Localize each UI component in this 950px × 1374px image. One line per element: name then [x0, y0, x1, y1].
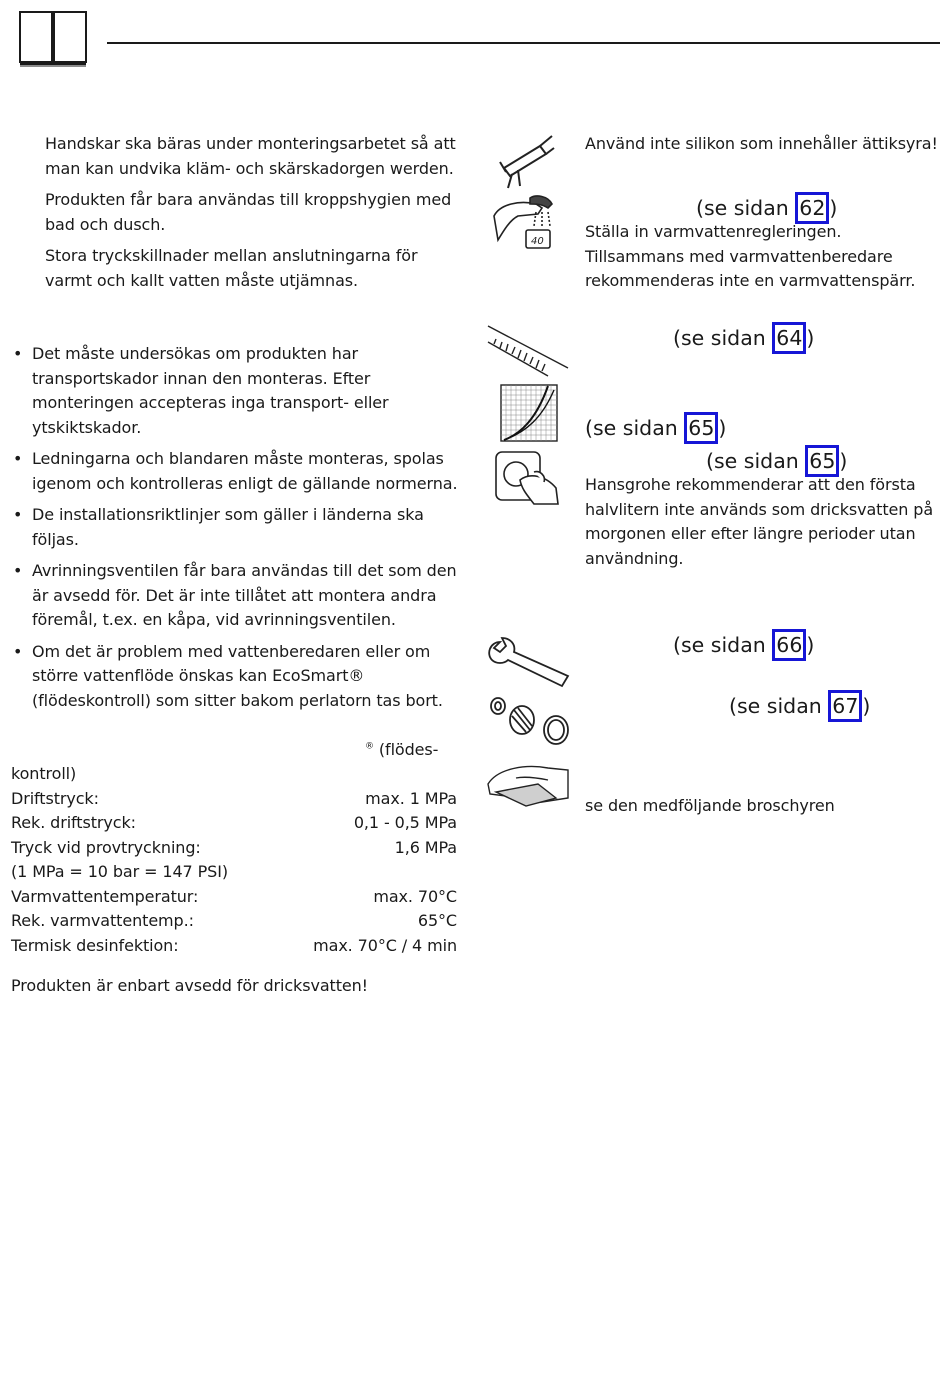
ref-prefix: (se sidan	[706, 449, 806, 473]
spec-row	[11, 787, 457, 812]
spec-fragment-cont: kontroll)	[11, 764, 77, 783]
spec-row	[11, 934, 457, 959]
safety-paragraph: Produkten får bara användas till kroppshygien med bad och dusch.	[45, 190, 452, 234]
spec-label: (1 MPa = 10 bar = 147 PSI)	[11, 862, 228, 881]
safety-section	[45, 132, 465, 300]
adjust-text: Ställa in varmvattenregleringen. Tillsammans med varmvattenberedare rekommenderas inte en varmvattenspärr.	[585, 222, 916, 290]
page-link-62[interactable]: 62	[795, 192, 829, 224]
hansgrohe-text: Hansgrohe rekommenderar att den första halvlitern inte används som dricksvatten på morgonen eller efter längre perioder utan användning.	[585, 475, 934, 568]
page-link-66[interactable]: 66	[772, 629, 806, 661]
page-link-67[interactable]: 67	[828, 690, 862, 722]
spec-row	[11, 811, 457, 836]
ref-prefix: (se sidan	[696, 196, 796, 220]
spec-value: max. 70°C / 4 min	[313, 935, 457, 955]
header-rule	[107, 42, 940, 44]
thermo-label: 40	[531, 236, 544, 247]
spec-row	[11, 836, 457, 861]
spec-label: Rek. varmvattentemp.:	[11, 911, 194, 930]
ref-suffix: )	[718, 416, 727, 440]
page-link-65b[interactable]: 65	[805, 445, 839, 477]
spec-label: Tryck vid provtryckning:	[11, 837, 201, 857]
handle-operation-icon	[494, 450, 562, 506]
install-bullet: • De installationsriktlinjer som gäller i länderna ska följas.	[11, 503, 466, 552]
ref-prefix: (se sidan	[729, 694, 829, 718]
drinking-water-note: Produkten är enbart avsedd för dricksvatten!	[11, 976, 368, 995]
ref-prefix: (se sidan	[673, 326, 773, 350]
page-ref	[673, 629, 814, 661]
silicone-note: Använd inte silikon som innehåller ättiksyra!	[585, 134, 938, 153]
spec-label: Rek. driftstryck:	[11, 813, 136, 832]
thermostat-hand-icon	[490, 190, 558, 254]
safety-paragraph: Stora tryckskillnader mellan anslutningarna för varmt och kallt vatten måste utjämnas.	[45, 246, 418, 290]
install-section	[11, 342, 466, 720]
page-link-64[interactable]: 64	[772, 322, 806, 354]
brochure-text: se den medföljande broschyren	[585, 796, 835, 815]
spec-label: Termisk desinfektion:	[11, 935, 179, 955]
ref-prefix: (se sidan	[673, 633, 773, 657]
page-ref	[673, 322, 814, 354]
spec-fragment	[365, 738, 438, 763]
ref-suffix: )	[829, 196, 838, 220]
page-ref	[585, 412, 726, 444]
cleaning-hand-icon	[486, 758, 570, 812]
install-bullet: • Det måste undersökas om produkten har transportskador innan den monteras. Efter monteringen accepteras inga transport- eller ytskiktskador.	[11, 342, 466, 440]
open-book-icon	[18, 10, 88, 68]
spec-value: 0,1 - 0,5 MPa	[353, 813, 457, 832]
spec-value: max. 70°C	[373, 886, 457, 906]
spec-row	[11, 860, 457, 885]
spec-table	[11, 762, 457, 958]
install-bullet: • Avrinningsventilen får bara användas till det som den är avsedd för. Det är inte tillåtet att montera andra föremål, t.ex. en kåpa, vid avrinningsventilen.	[11, 559, 466, 633]
wrench-icon	[486, 632, 570, 688]
spec-value: 1,6 MPa	[394, 837, 457, 857]
page-link-65[interactable]: 65	[684, 412, 718, 444]
aerator-parts-icon	[488, 692, 572, 748]
page-ref	[729, 690, 870, 722]
silicone-gun-icon	[496, 132, 558, 190]
ref-suffix: )	[806, 633, 815, 657]
ref-suffix: )	[806, 326, 815, 350]
spec-label: Driftstryck:	[11, 788, 99, 808]
spec-row	[11, 885, 457, 910]
flow-diagram-icon	[500, 384, 558, 442]
spec-fragment-text: (flödes-	[378, 740, 439, 759]
registered-mark: ®	[365, 741, 374, 752]
spec-row	[11, 909, 457, 934]
install-bullet: • Ledningarna och blandaren måste monteras, spolas igenom och kontrolleras enligt de gällande normerna.	[11, 447, 466, 496]
dimension-scale-icon	[486, 322, 570, 380]
ref-suffix: )	[839, 449, 848, 473]
ref-suffix: )	[862, 694, 871, 718]
ref-prefix: (se sidan	[585, 416, 685, 440]
safety-paragraph: Handskar ska bäras under monteringsarbetet så att man kan undvika kläm- och skärskadorgen werden.	[45, 134, 456, 178]
install-bullet: • Om det är problem med vattenberedaren eller om större vattenflöde önskas kan EcoSmart® (flödeskontroll) som sitter bakom perlatorn tas bort.	[11, 640, 466, 714]
spec-value: max. 1 MPa	[365, 788, 457, 808]
spec-label: Varmvattentemperatur:	[11, 886, 199, 906]
spec-value: 65°C	[417, 911, 457, 930]
